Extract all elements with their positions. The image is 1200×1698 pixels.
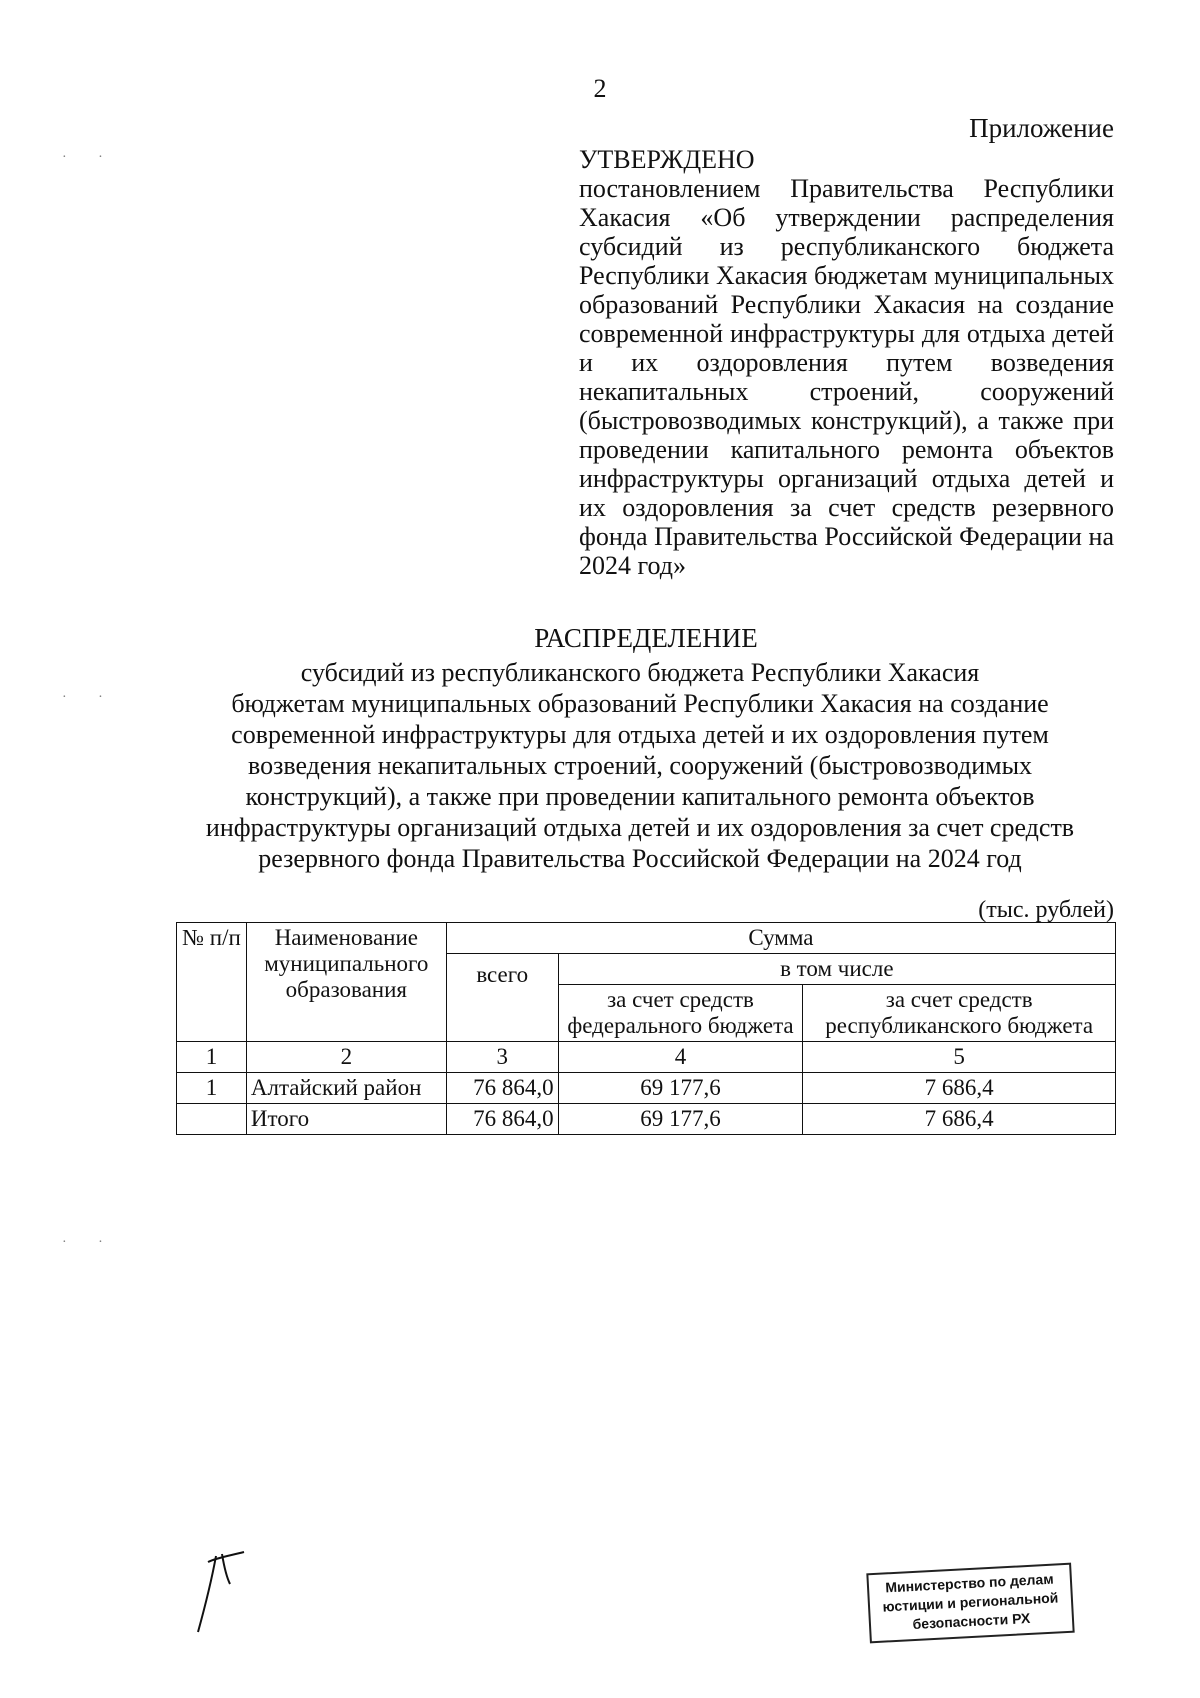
stamp-line: Министерство по делам	[884, 1570, 1054, 1596]
row-number: 1	[177, 1073, 247, 1104]
row-federal: 69 177,6	[558, 1104, 803, 1135]
column-number: 1	[177, 1042, 247, 1073]
header-federal: за счет средств федерального бюджета	[558, 985, 803, 1042]
page-number: 2	[593, 74, 607, 103]
units-label: (тыс. рублей)	[978, 897, 1114, 923]
column-number: 5	[803, 1042, 1116, 1073]
distribution-table	[176, 922, 1116, 1135]
row-federal: 69 177,6	[558, 1073, 803, 1104]
column-number-row	[177, 1042, 1116, 1073]
header-sum: Сумма	[446, 923, 1115, 954]
row-number	[177, 1104, 247, 1135]
approval-block	[579, 145, 1114, 580]
subtitle-line: бюджетам муниципальных образований Республики Хакасия на создание	[231, 689, 1049, 718]
header-total: всего	[446, 954, 558, 1042]
distribution-subtitle	[190, 657, 1090, 874]
subtitle-line: современной инфраструктуры для отдыха детей и их оздоровления путем	[231, 720, 1049, 749]
row-name: Итого	[246, 1104, 446, 1135]
scan-dots: · ·	[62, 690, 117, 705]
subtitle-line: субсидий из республиканского бюджета Республики Хакасия	[300, 658, 980, 687]
column-number: 3	[446, 1042, 558, 1073]
scan-dots: · ·	[62, 1235, 117, 1250]
header-number: № п/п	[177, 923, 247, 1042]
table-total-row	[177, 1104, 1116, 1135]
stamp-line: безопасности РХ	[912, 1609, 1031, 1633]
header-including: в том числе	[558, 954, 1115, 985]
row-total: 76 864,0	[446, 1104, 558, 1135]
approved-label: УТВЕРЖДЕНО	[579, 145, 755, 174]
signature-mark	[186, 1548, 256, 1638]
approval-text: постановлением Правительства Республики Хакасия «Об утверждении распределения субсидий из республиканского бюджета Республики Хакасия бюджетам муниципальных образований Республики Хакасия на создание современной инфраструктуры для отдыха детей и их оздоровления путем возведения некапитальных строений, сооружений (быстровозводимых конструкций), а также при проведении капитального ремонта объектов инфраструктуры организаций отдыха детей и их оздоровления за счет средств резервного фонда Правительства Российской Федерации на 2024 год»	[579, 174, 1114, 580]
scan-dots: · ·	[62, 150, 117, 165]
distribution-title: РАСПРЕДЕЛЕНИЕ	[534, 623, 758, 653]
column-number: 2	[246, 1042, 446, 1073]
ministry-stamp	[866, 1563, 1074, 1644]
row-republican: 7 686,4	[803, 1104, 1116, 1135]
subtitle-line: конструкций), а также при проведении капитального ремонта объектов	[245, 782, 1035, 811]
row-total: 76 864,0	[446, 1073, 558, 1104]
column-number: 4	[558, 1042, 803, 1073]
table-header-row	[177, 923, 1116, 954]
subtitle-line: резервного фонда Правительства Российской Федерации на 2024 год	[258, 844, 1022, 873]
row-republican: 7 686,4	[803, 1073, 1116, 1104]
subtitle-line: инфраструктуры организаций отдыха детей и их оздоровления за счет средств	[205, 813, 1075, 842]
header-republican: за счет средств республиканского бюджета	[803, 985, 1116, 1042]
stamp-line: юстиции и региональной	[882, 1589, 1059, 1615]
subtitle-line: возведения некапитальных строений, сооружений (быстровозводимых	[247, 751, 1033, 780]
appendix-label: Приложение	[969, 113, 1114, 143]
row-name: Алтайский район	[246, 1073, 446, 1104]
header-name: Наименование муниципального образования	[246, 923, 446, 1042]
table-row	[177, 1073, 1116, 1104]
